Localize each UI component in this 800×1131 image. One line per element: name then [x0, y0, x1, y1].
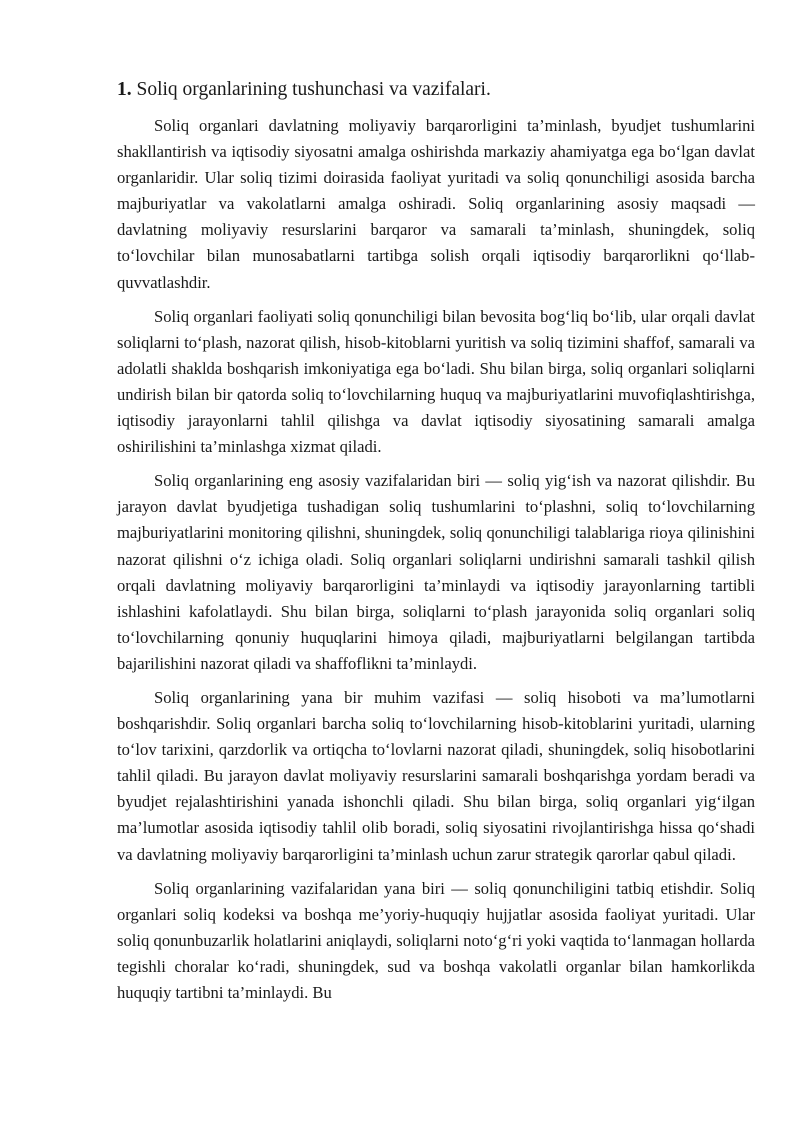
section-title: Soliq organlarining tushunchasi va vazifalari.: [136, 79, 491, 100]
document-page: [117, 76, 755, 1014]
paragraph-4: Soliq organlarining yana bir muhim vazifasi — soliq hisoboti va ma’lumotlarni boshqarishdir. Soliq organlari barcha soliq to‘lovchilarning hisob-kitoblarini yuritadi, ularning to‘lov tarixini, qarzdorlik va ortiqcha to‘lovlarni nazorat qiladi, shuningdek, soliq hisobotlarini tahlil qiladi. Bu jarayon davlat moliyaviy resurslarini samarali boshqarishga yordam beradi va byudjet rejalashtirishini yanada ishonchli qiladi. Shu bilan birga, soliq organlari yig‘ilgan ma’lumotlar asosida iqtisodiy tahlil olib boradi, soliq siyosatini rivojlantirishga hissa qo‘shadi va davlatning moliyaviy barqarorligini ta’minlash uchun zarur strategik qarorlar qabul qiladi.: [117, 687, 755, 864]
section-number: 1.: [117, 79, 132, 100]
paragraph-3: Soliq organlarining eng asosiy vazifalaridan biri — soliq yig‘ish va nazorat qilishdir. Bu jarayon davlat byudjetiga tushadigan soliq tushumlarini to‘plashni, soliq to‘lovchilarning majburiyatlarini monitoring qilishni, shuningdek, soliq qonunchiligi talablariga rioya qilinishini nazorat qilishni o‘z ichiga oladi. Soliq organlari soliqlarni undirishni samarali tashkil qilish orqali davlatning moliyaviy barqarorligini ta’minlaydi va iqtisodiy jarayonlarning tartibli ishlashini kafolatlaydi. Shu bilan birga, soliqlarni to‘plash jarayonida soliq organlari soliq to‘lovchilarning qonuniy huquqlarini himoya qiladi, majburiyatlarni belgilangan tartibda bajarilishini nazorat qiladi va shaffoflikni ta’minlaydi.: [117, 471, 755, 673]
section-heading: [117, 76, 755, 104]
paragraph-1: Soliq organlari davlatning moliyaviy barqarorligini ta’minlash, byudjet tushumlarini shakllantirish va iqtisodiy siyosatni amalga oshirishda markaziy ahamiyatga ega bo‘lgan davlat organlaridir. Ular soliq tizimi doirasida faoliyat yuritadi va soliq qonunchiligi asosida barcha majburiyatlar va vakolatlarni amalga oshiradi. Soliq organlarining asosiy maqsadi — davlatning moliyaviy resurslarini barqaror va samarali ta’minlash, shuningdek, soliq to‘lovchilar bilan munosabatlarni tartibga solish orqali iqtisodiy barqarorlikni qo‘llab-quvvatlashdir.: [117, 116, 755, 292]
paragraph-2: Soliq organlari faoliyati soliq qonunchiligi bilan bevosita bog‘liq bo‘lib, ular orqali davlat soliqlarni to‘plash, nazorat qilish, hisob-kitoblarni yuritish va soliq tizimini shaffof, samarali va adolatli shaklda boshqarish imkoniyatiga ega bo‘ladi. Shu bilan birga, soliq organlari soliqlarni undirish bilan bir qatorda soliq to‘lovchilarning huquq va majburiyatlarini muvofiqlashtirishga, iqtisodiy jarayonlarni tahlil qilishga va davlat iqtisodiy siyosatining samarali amalga oshirilishini ta’minlashga xizmat qiladi.: [117, 306, 755, 457]
paragraph-5: Soliq organlarining vazifalaridan yana biri — soliq qonunchiligini tatbiq etishdir. Soliq organlari soliq kodeksi va boshqa me’yoriy-huquqiy hujjatlar asosida faoliyat yuritadi. Ular soliq qonunbuzarlik holatlarini aniqlaydi, soliqlarni noto‘g‘ri yoki vaqtida to‘lanmagan hollarda tegishli choralar ko‘radi, shuningdek, sud va boshqa vakolatli organlar bilan hamkorlikda huquqiy tartibni ta’minlaydi. Bu: [117, 878, 755, 1002]
